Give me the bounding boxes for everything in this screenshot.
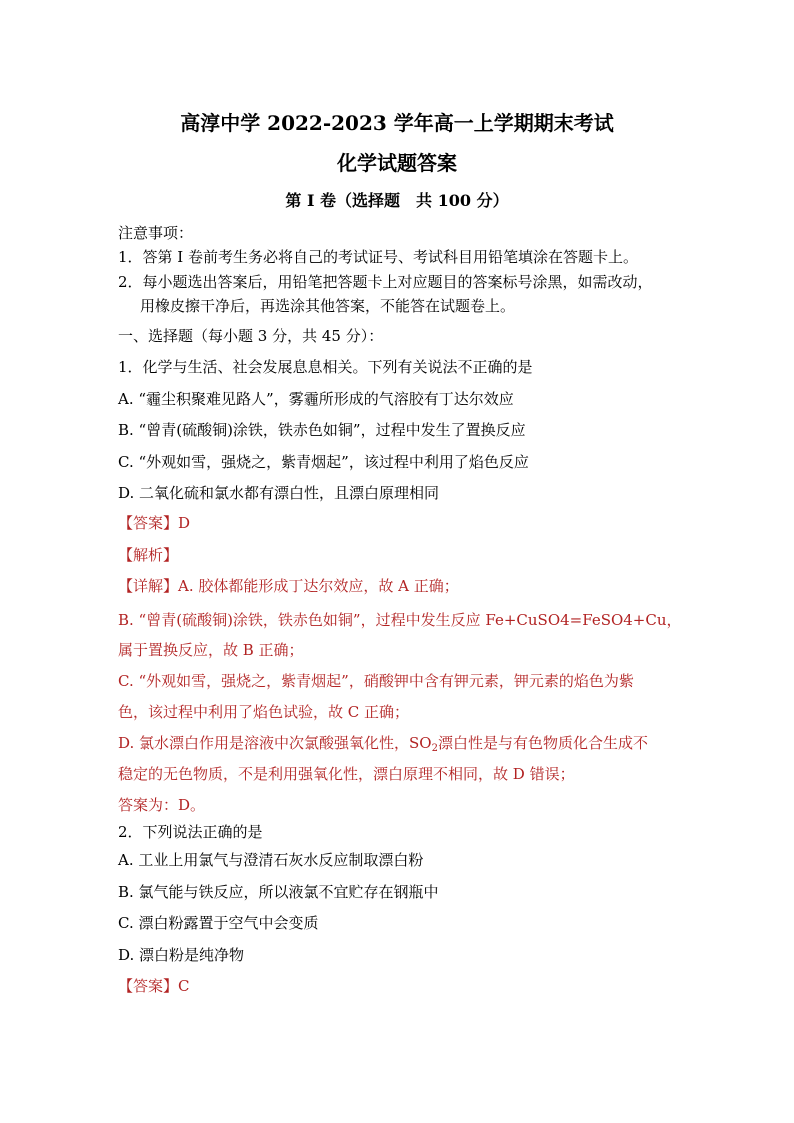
q1-detail-b: B. “曾青(硫酸铜)涂铁，铁赤色如铜”，过程中发生反应 Fe+CuSO4=FeSO4+Cu， [118, 611, 682, 629]
q1-detail-b-continued: 属于置换反应，故 B 正确； [118, 641, 304, 659]
q1-answer [118, 513, 190, 533]
part-heading: 一、选择题（每小题 3 分，共 45 分）： [118, 327, 384, 345]
notes-heading: 注意事项： [118, 224, 194, 242]
answer-label: 【答案】 [118, 977, 179, 995]
notes-item-2-continued: 用橡皮擦干净后，再选涂其他答案，不能答在试题卷上。 [140, 297, 516, 315]
q1-option-d: D. 二氧化硫和氯水都有漂白性，且漂白原理相同 [118, 484, 440, 502]
q2-option-a: A. 工业上用氯气与澄清石灰水反应制取漂白粉 [118, 851, 424, 869]
q1-detail-c-continued: 色，该过程中利用了焰色试验，故 C 正确； [118, 703, 410, 721]
section-title: 第 I 卷（选择题 共 100 分） [285, 191, 509, 210]
page-subtitle: 化学试题答案 [337, 151, 457, 175]
q2-option-d: D. 漂白粉是纯净物 [118, 946, 245, 964]
subscript: 2 [431, 743, 438, 754]
q1-option-c: C. “外观如雪，强烧之，紫青烟起”，该过程中利用了焰色反应 [118, 453, 529, 471]
detail-d-pre: D. 氯水漂白作用是溶液中次氯酸强氧化性，SO [118, 734, 432, 752]
q2-option-c: C. 漂白粉露置于空气中会变质 [118, 914, 319, 932]
q1-detail-c: C. “外观如雪，强烧之，紫青烟起”，硝酸钾中含有钾元素，钾元素的焰色为紫 [118, 672, 634, 690]
q1-option-b: B. “曾青(硫酸铜)涂铁，铁赤色如铜”，过程中发生了置换反应 [118, 421, 526, 439]
answer-value: C [178, 977, 190, 995]
q1-detail-d-continued: 稳定的无色物质，不是利用强氧化性，漂白原理不相同，故 D 错误； [118, 765, 575, 783]
q1-analysis-label: 【解析】 [118, 546, 179, 564]
q1-detail-d [118, 733, 648, 759]
page-title: 高淳中学 2022-2023 学年高一上学期期末考试 [180, 111, 614, 135]
q2-option-b: B. 氯气能与铁反应，所以液氯不宜贮存在钢瓶中 [118, 883, 439, 901]
q2-stem: 2．下列说法正确的是 [118, 823, 263, 841]
q1-detail-a [118, 576, 459, 596]
detail-text: A. 胶体都能形成丁达尔效应，故 A 正确； [178, 577, 459, 595]
answer-label: 【答案】 [118, 514, 179, 532]
q1-option-a: A. “霾尘积聚难见路人”，雾霾所形成的气溶胶有丁达尔效应 [118, 390, 514, 408]
answer-value: D [178, 514, 191, 532]
notes-item-2: 2．每小题选出答案后，用铅笔把答题卡上对应题目的答案标号涂黑，如需改动， [118, 273, 653, 291]
notes-item-1: 1．答第 I 卷前考生务必将自己的考试证号、考试科目用铅笔填涂在答题卡上。 [118, 248, 639, 266]
q1-stem: 1．化学与生活、社会发展息息相关。下列有关说法不正确的是 [118, 358, 533, 376]
q1-conclusion: 答案为：D。 [118, 796, 206, 814]
detail-label: 【详解】 [118, 577, 179, 595]
q2-answer [118, 976, 190, 996]
detail-d-post: 漂白性是与有色物质化合生成不 [437, 734, 648, 752]
